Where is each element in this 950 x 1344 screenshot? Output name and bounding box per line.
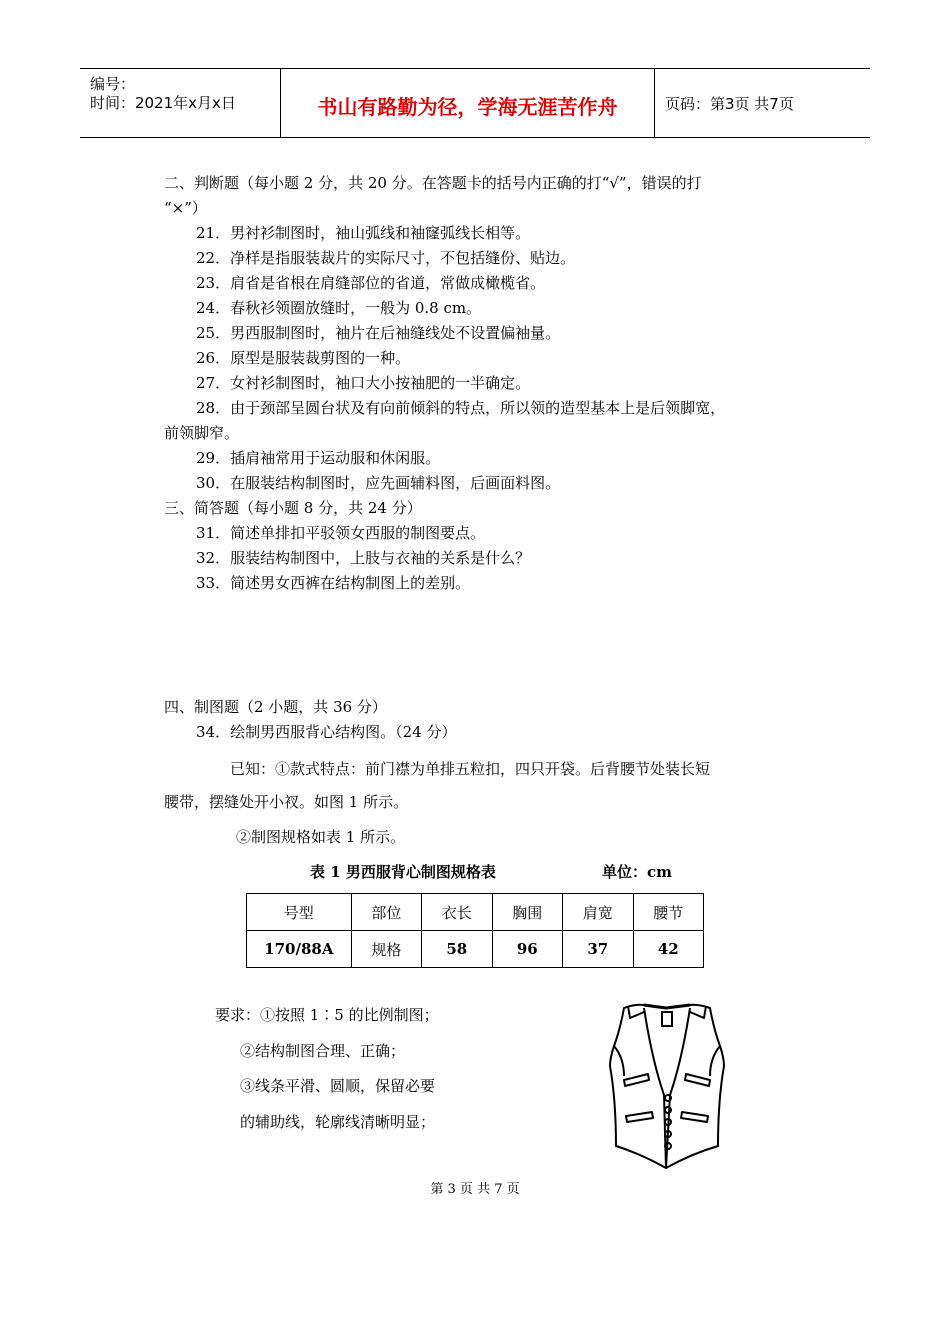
requirement-3: ③线条平滑、圆顺，保留必要 [240,1077,436,1095]
table-header-row [247,894,704,931]
question-34: 34．绘制男西服背心结构图。（24 分） [196,723,457,741]
page-footer: 第 3 页 共 7 页 [430,1182,520,1197]
question-30: 30．在服装结构制图时，应先画辅料图，后画面料图。 [196,474,561,492]
question-28-cont: 前领脚窄。 [164,424,240,442]
motto: 书山有路勤为径，学海无涯苦作舟 [317,95,618,119]
table-row [247,931,704,968]
table-caption: 表 1 男西服背心制图规格表 [310,863,496,881]
requirement-3-cont: 的辅助线，轮廓线清晰明显； [240,1113,436,1131]
header-motto-cell [281,69,655,137]
requirement-2: ②结构制图合理、正确； [240,1042,406,1060]
table-header: 腰节 [633,894,704,931]
header-page-cell [655,69,870,137]
header-info-cell [80,69,281,137]
section2-title: 二、判断题（每小题 2 分，共 20 分。在答题卡的括号内正确的打“√”，错误的打 [164,174,702,192]
table-cell: 37 [563,931,633,968]
question-28: 28．由于颈部呈圆台状及有向前倾斜的特点，所以领的造型基本上是后领脚宽， [196,399,726,417]
vest-illustration [606,1000,730,1172]
known-conditions: 已知：①款式特点：前门襟为单排五粒扣，四只开袋。后背腰节处装长短 [230,760,711,778]
table-cell: 96 [492,931,562,968]
section2-title-cont: “×”） [164,199,207,217]
date-label: 时间：2021年x月x日 [90,94,236,112]
question-24: 24．春秋衫领圈放缝时，一般为 0.8 cm。 [196,299,482,317]
page-header [80,68,870,138]
page-label: 页码：第3页 共7页 [665,95,794,113]
question-25: 25．男西服制图时，袖片在后袖缝线处不设置偏袖量。 [196,324,561,342]
question-29: 29．插肩袖常用于运动服和休闲服。 [196,449,441,467]
spec-table [246,893,704,968]
table-header: 衣长 [422,894,492,931]
question-21: 21．男衬衫制图时，袖山弧线和袖窿弧线长相等。 [196,224,531,242]
code-label: 编号： [90,75,136,93]
question-32: 32．服装结构制图中，上肢与衣袖的关系是什么？ [196,549,531,567]
question-27: 27．女衬衫制图时，袖口大小按袖肥的一半确定。 [196,374,531,392]
question-22: 22．净样是指服装裁片的实际尺寸，不包括缝份、贴边。 [196,249,576,267]
table-cell: 42 [633,931,704,968]
table-header: 肩宽 [563,894,633,931]
table-unit: 单位：cm [602,863,673,881]
table-cell: 58 [422,931,492,968]
table-header: 胸围 [492,894,562,931]
requirement-1: 要求：①按照 1∶5 的比例制图； [215,1006,439,1024]
known-conditions-cont: 腰带，摆缝处开小衩。如图 1 所示。 [164,793,409,811]
question-23: 23．肩省是省根在肩缝部位的省道，常做成橄榄省。 [196,274,546,292]
question-31: 31．简述单排扣平驳领女西服的制图要点。 [196,524,486,542]
table-header: 号型 [247,894,352,931]
table-header: 部位 [351,894,421,931]
section4-title: 四、制图题（2 小题，共 36 分） [164,698,387,716]
spec-reference: ②制图规格如表 1 所示。 [236,828,406,846]
section3-title: 三、简答题（每小题 8 分，共 24 分） [164,499,422,517]
question-33: 33．简述男女西裤在结构制图上的差别。 [196,574,471,592]
question-26: 26．原型是服装裁剪图的一种。 [196,349,411,367]
table-cell: 规格 [351,931,421,968]
table-cell: 170/88A [247,931,352,968]
